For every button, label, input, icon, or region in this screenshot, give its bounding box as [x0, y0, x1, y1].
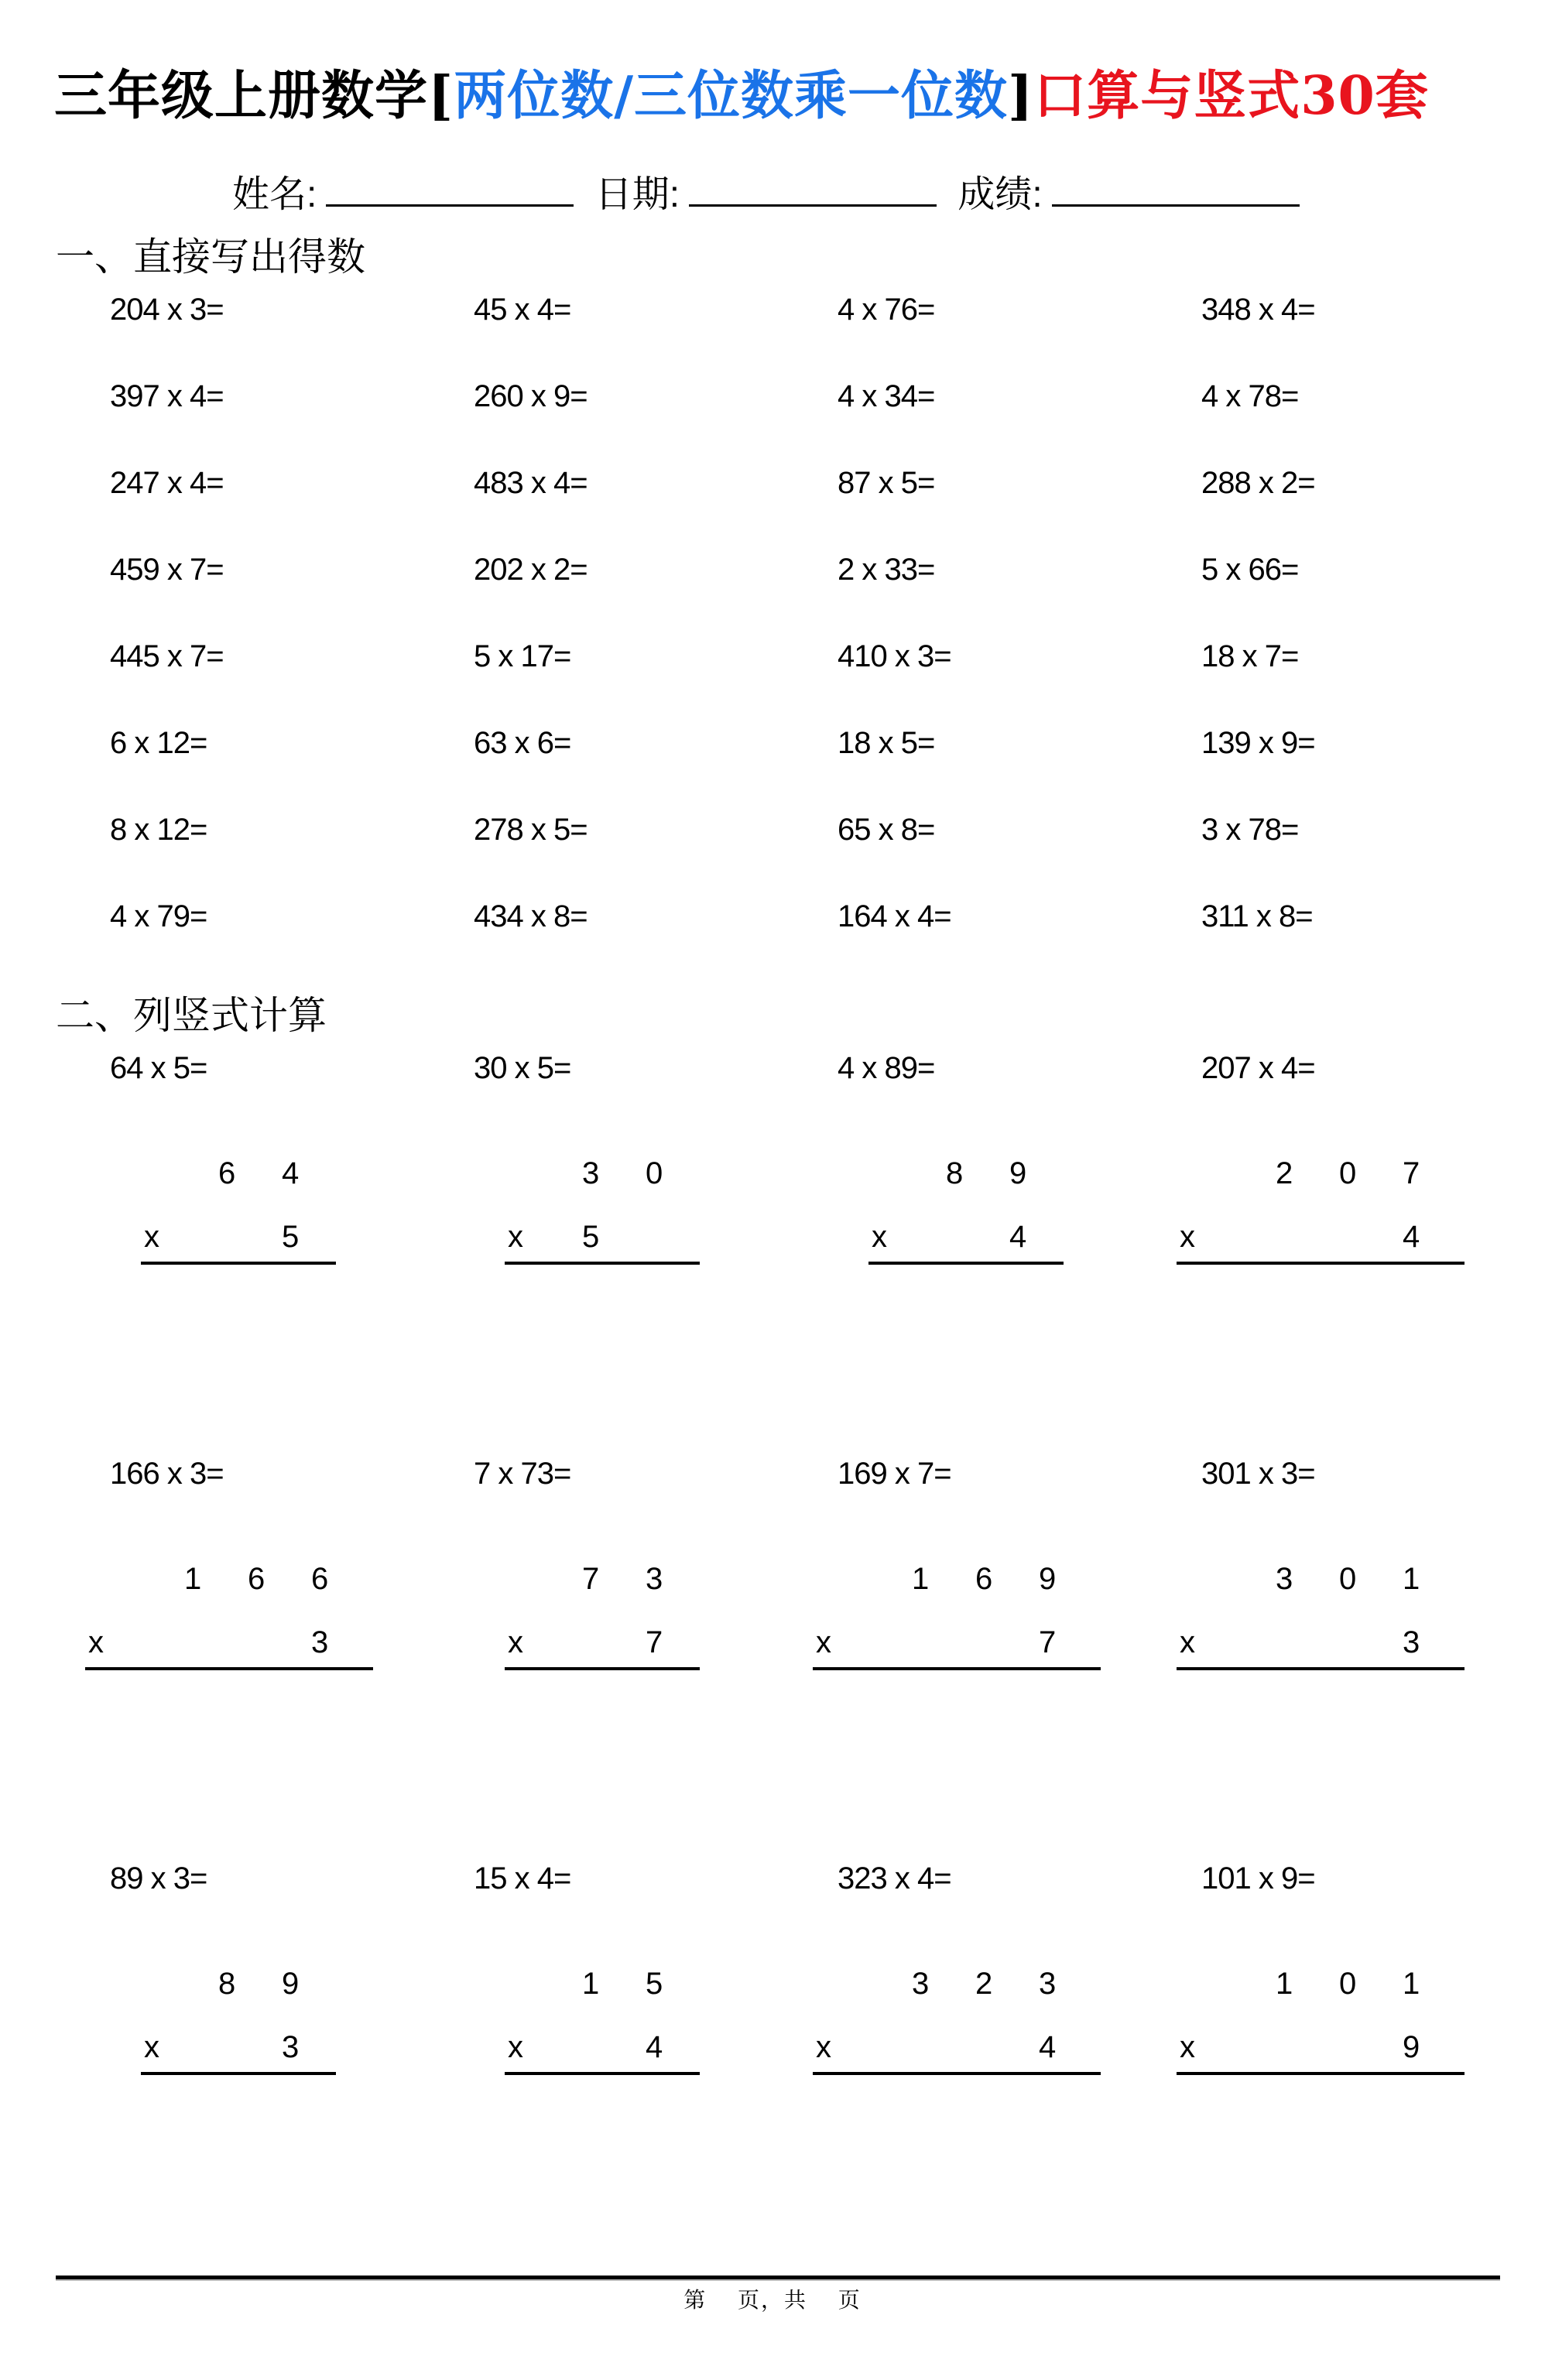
multiplicand-digit: 9 [282, 1967, 300, 2001]
times-sign: x [1180, 2030, 1195, 2064]
multiplicand-digit: 0 [646, 1156, 663, 1190]
worksheet-title [54, 54, 1509, 129]
multiplicand-digit: 2 [1276, 1156, 1293, 1190]
mental-math-problem: 139 x 9= [1201, 726, 1315, 760]
times-sign: x [144, 2030, 159, 2064]
mental-math-problem: 311 x 8= [1201, 899, 1313, 933]
times-sign: x [816, 2030, 831, 2064]
name-label: 姓名: [232, 174, 317, 215]
mental-math-problem: 18 x 7= [1201, 639, 1299, 673]
page-number: 第 页，共 页 [683, 2288, 862, 2312]
multiplier-digit: 4 [1039, 2030, 1057, 2064]
date-label: 日期: [594, 174, 680, 215]
mental-math-problem: 260 x 9= [474, 379, 588, 413]
answer-line [85, 1667, 373, 1670]
multiplier-digit: 4 [1009, 1220, 1027, 1254]
answer-line [505, 2072, 700, 2075]
multiplicand-digit: 3 [646, 1562, 663, 1596]
multiplicand-digit: 0 [1339, 1967, 1357, 2001]
answer-line [868, 1262, 1064, 1265]
date-blank[interactable] [689, 170, 937, 207]
answer-line [1177, 1667, 1464, 1670]
multiplicand-digit: 1 [1276, 1967, 1293, 2001]
mental-math-problem: 483 x 4= [474, 466, 588, 500]
multiplicand-digit: 1 [1403, 1967, 1420, 2001]
multiplicand-digit: 0 [1339, 1562, 1357, 1596]
times-sign: x [1180, 1625, 1195, 1659]
title-bracket-close: ] [1008, 65, 1034, 127]
name-field[interactable] [232, 164, 574, 217]
times-sign: x [508, 1625, 523, 1659]
mental-math-problem: 459 x 7= [110, 553, 224, 587]
mental-math-problem: 164 x 4= [838, 899, 951, 933]
multiplicand-digit: 8 [218, 1967, 236, 2001]
answer-line [505, 1262, 700, 1265]
mental-math-problem: 4 x 76= [838, 293, 935, 327]
section1-title: 一、直接写出得数 [56, 235, 365, 279]
mental-math-problem: 87 x 5= [838, 466, 935, 500]
mental-math-problem: 204 x 3= [110, 293, 224, 327]
answer-line [141, 1262, 336, 1265]
name-blank[interactable] [326, 170, 574, 207]
vertical-problem-equation: 301 x 3= [1201, 1457, 1315, 1491]
score-label: 成绩: [957, 174, 1043, 215]
multiplicand-digit: 6 [218, 1156, 236, 1190]
mental-math-problem: 5 x 66= [1201, 553, 1299, 587]
answer-line [1177, 1262, 1464, 1265]
vertical-problem-equation: 207 x 4= [1201, 1051, 1315, 1085]
vertical-problem-equation: 89 x 3= [110, 1861, 207, 1895]
vertical-problem-equation: 30 x 5= [474, 1051, 571, 1085]
vertical-problem-equation: 7 x 73= [474, 1457, 571, 1491]
answer-line [813, 1667, 1101, 1670]
score-blank[interactable] [1052, 170, 1300, 207]
mental-math-problem: 3 x 78= [1201, 813, 1299, 847]
mental-math-problem: 348 x 4= [1201, 293, 1315, 327]
multiplier-digit: 3 [1403, 1625, 1420, 1659]
vertical-problem-equation: 64 x 5= [110, 1051, 207, 1085]
answer-line [505, 1667, 700, 1670]
mental-math-problem: 434 x 8= [474, 899, 588, 933]
times-sign: x [1180, 1220, 1195, 1254]
multiplier-digit: 3 [282, 2030, 300, 2064]
multiplicand-digit: 3 [582, 1156, 600, 1190]
times-sign: x [508, 1220, 523, 1254]
title-sets-part: 口算与竖式30套 [1033, 65, 1429, 127]
section2-title: 二、列竖式计算 [56, 994, 327, 1037]
mental-math-problem: 6 x 12= [110, 726, 207, 760]
mental-math-problem: 18 x 5= [838, 726, 935, 760]
footer-divider [56, 2276, 1500, 2281]
vertical-problem-equation: 101 x 9= [1201, 1861, 1315, 1895]
multiplicand-digit: 7 [582, 1562, 600, 1596]
times-sign: x [144, 1220, 159, 1254]
vertical-problem-equation: 15 x 4= [474, 1861, 571, 1895]
answer-line [1177, 2072, 1464, 2075]
multiplicand-digit: 4 [282, 1156, 300, 1190]
multiplicand-digit: 3 [912, 1967, 930, 2001]
vertical-problem-equation: 169 x 7= [838, 1457, 951, 1491]
multiplicand-digit: 3 [1039, 1967, 1057, 2001]
times-sign: x [88, 1625, 104, 1659]
times-sign: x [816, 1625, 831, 1659]
answer-line [141, 2072, 336, 2075]
answer-line [813, 2072, 1101, 2075]
student-info-line [232, 164, 1310, 217]
score-field[interactable] [957, 164, 1299, 217]
multiplier-digit: 3 [311, 1625, 329, 1659]
multiplicand-digit: 6 [311, 1562, 329, 1596]
mental-math-problem: 445 x 7= [110, 639, 224, 673]
mental-math-problem: 4 x 34= [838, 379, 935, 413]
multiplier-digit: 5 [582, 1220, 600, 1254]
multiplicand-digit: 1 [184, 1562, 202, 1596]
multiplicand-digit: 9 [1009, 1156, 1027, 1190]
multiplicand-digit: 1 [912, 1562, 930, 1596]
vertical-problem-equation: 323 x 4= [838, 1861, 951, 1895]
multiplicand-digit: 0 [1339, 1156, 1357, 1190]
multiplicand-digit: 1 [1403, 1562, 1420, 1596]
multiplicand-digit: 2 [975, 1967, 993, 2001]
mental-math-problem: 202 x 2= [474, 553, 588, 587]
multiplicand-digit: 1 [582, 1967, 600, 2001]
mental-math-problem: 65 x 8= [838, 813, 935, 847]
multiplier-digit: 7 [646, 1625, 663, 1659]
mental-math-problem: 45 x 4= [474, 293, 571, 327]
mental-math-problem: 63 x 6= [474, 726, 571, 760]
title-topic-part: 两位数/三位数乘一位数 [454, 65, 1009, 127]
multiplier-digit: 9 [1403, 2030, 1420, 2064]
mental-math-problem: 288 x 2= [1201, 466, 1315, 500]
mental-math-problem: 8 x 12= [110, 813, 207, 847]
multiplier-digit: 5 [282, 1220, 300, 1254]
times-sign: x [872, 1220, 887, 1254]
date-field[interactable] [595, 164, 937, 217]
multiplicand-digit: 3 [1276, 1562, 1293, 1596]
vertical-problem-equation: 166 x 3= [110, 1457, 224, 1491]
multiplicand-digit: 9 [1039, 1562, 1057, 1596]
mental-math-problem: 5 x 17= [474, 639, 571, 673]
mental-math-problem: 247 x 4= [110, 466, 224, 500]
title-grade-part: 三年级上册数学[ [54, 65, 454, 127]
multiplier-digit: 4 [1403, 1220, 1420, 1254]
multiplier-digit: 4 [646, 2030, 663, 2064]
multiplicand-digit: 7 [1403, 1156, 1420, 1190]
multiplicand-digit: 8 [946, 1156, 964, 1190]
multiplicand-digit: 6 [975, 1562, 993, 1596]
mental-math-problem: 397 x 4= [110, 379, 224, 413]
multiplicand-digit: 6 [248, 1562, 265, 1596]
mental-math-problem: 4 x 78= [1201, 379, 1299, 413]
vertical-problem-equation: 4 x 89= [838, 1051, 935, 1085]
mental-math-problem: 4 x 79= [110, 899, 207, 933]
multiplicand-digit: 5 [646, 1967, 663, 2001]
mental-math-problem: 410 x 3= [838, 639, 951, 673]
mental-math-problem: 2 x 33= [838, 553, 935, 587]
times-sign: x [508, 2030, 523, 2064]
multiplier-digit: 7 [1039, 1625, 1057, 1659]
mental-math-problem: 278 x 5= [474, 813, 588, 847]
